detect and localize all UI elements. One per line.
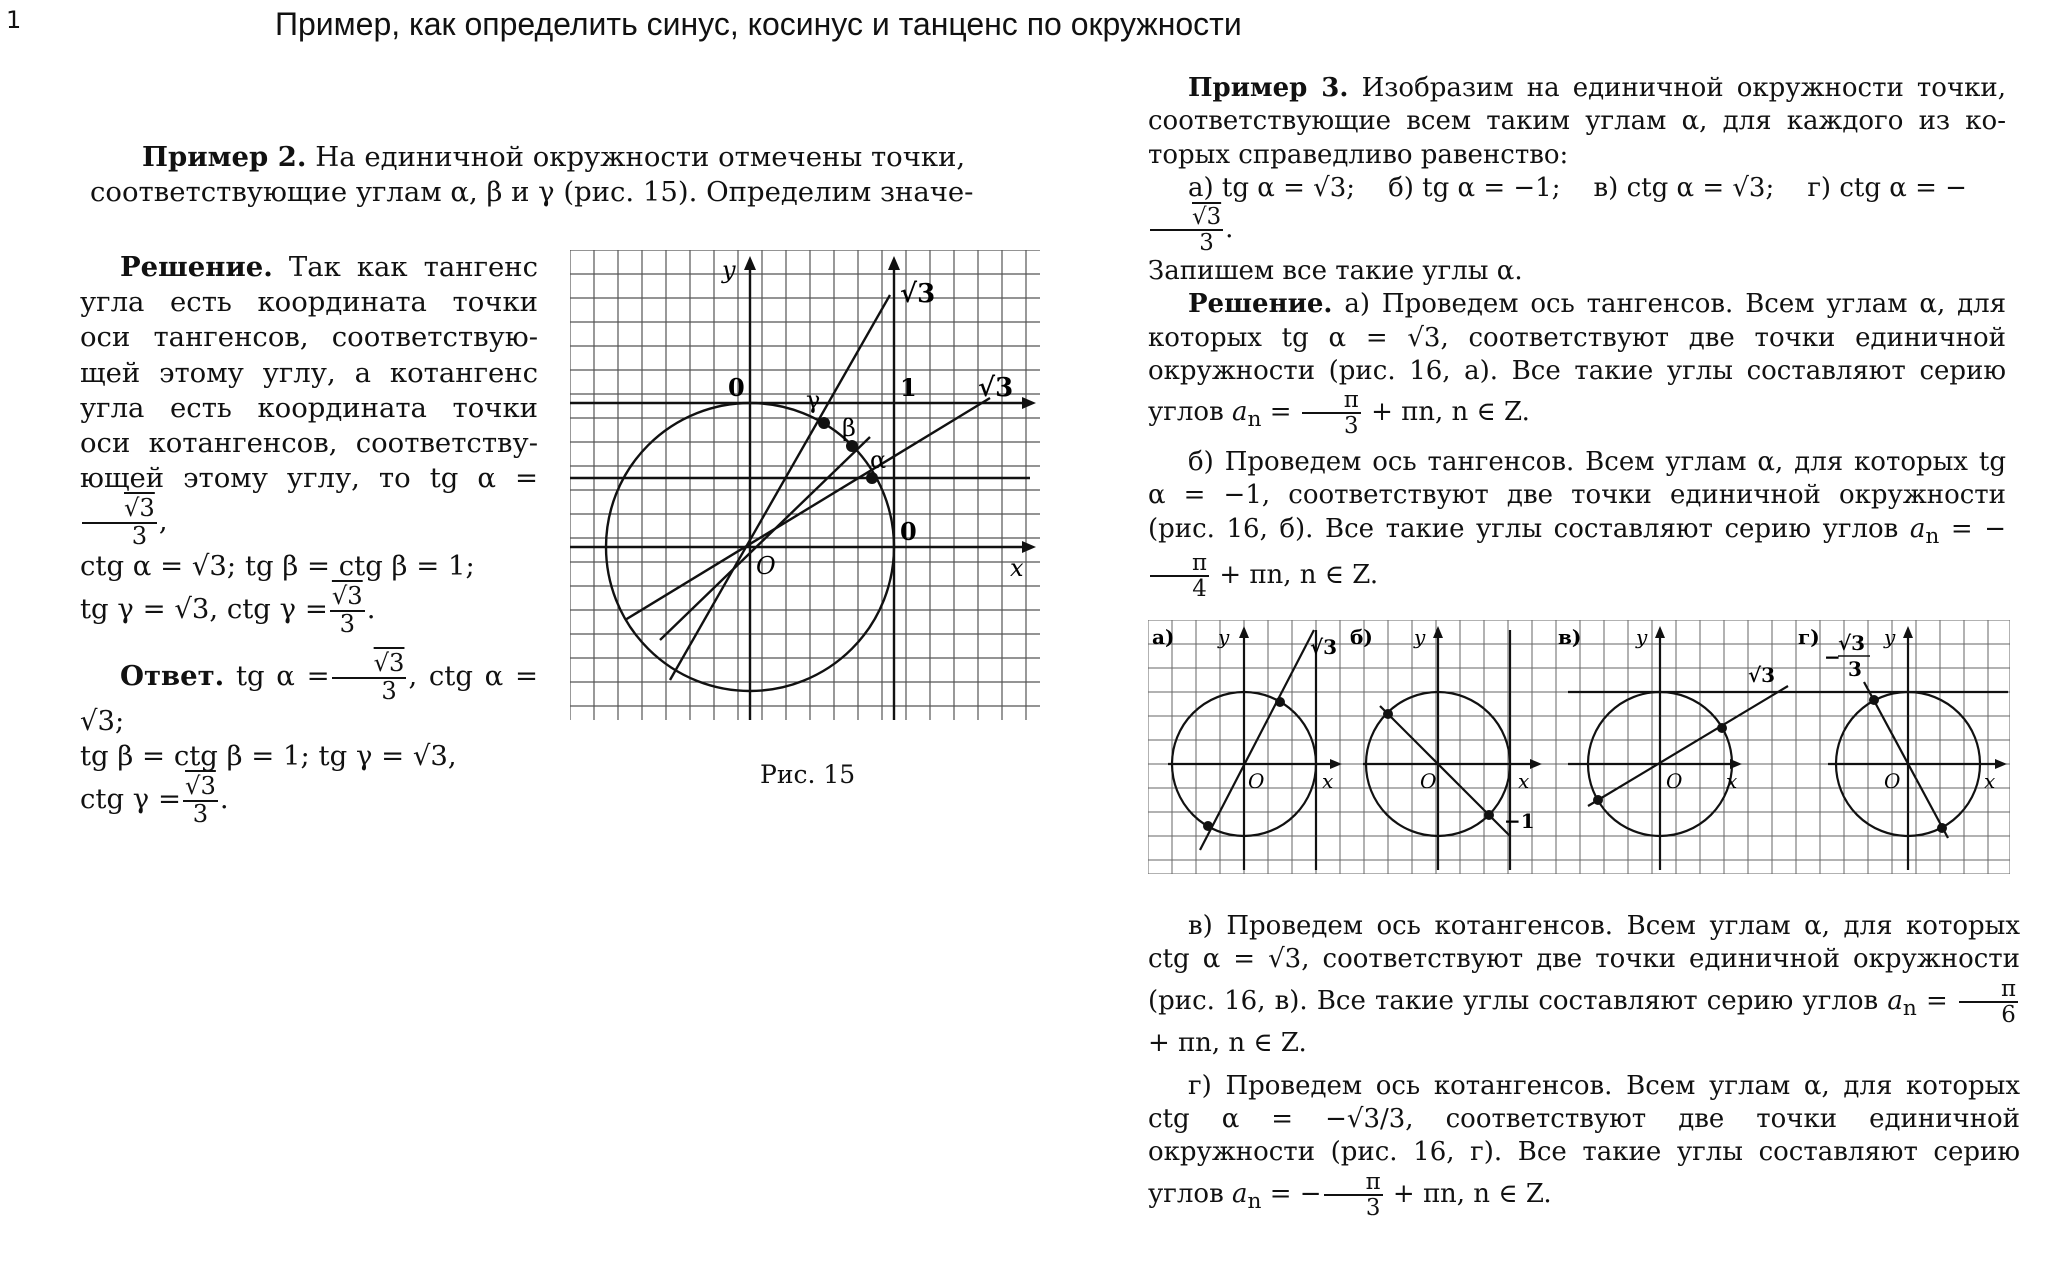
ctg-alpha-eq: ctg α = √3; tg β = ctg β = 1;: [80, 550, 475, 583]
example2-solution-label: Решение.: [120, 251, 273, 283]
label-b-x: x: [1518, 769, 1530, 793]
label-origin: O: [756, 552, 776, 580]
arrow-a-y-icon: [1239, 626, 1249, 638]
label-v-y: y: [1636, 625, 1648, 649]
point-a2: [1203, 821, 1213, 831]
label-g-axis-den: 3: [1848, 657, 1862, 681]
x-arrow-icon: [1022, 541, 1036, 553]
label-alpha: α: [870, 446, 887, 474]
example3-conditions: а) tg α = √3; б) tg α = −1; в) ctg α = √3; г) ctg α = − $\frac{√3}{3}$ .: [1148, 172, 2006, 255]
figure-15: [570, 250, 1040, 720]
label-fig16-v: в): [1558, 625, 1582, 649]
figure-15-caption: Рис. 15: [760, 760, 856, 789]
figure-16: [1148, 620, 2010, 874]
label-sqrt3-vertical: √3: [900, 279, 936, 309]
arrow-b-y-icon: [1433, 626, 1443, 638]
condition-g-fraction: $\frac{√3}{3}$: [1150, 205, 1223, 255]
answer-tg-alpha-fraction: $\frac{√3}{3}$: [332, 651, 407, 704]
label-v-x: x: [1726, 769, 1738, 793]
condition-b: б) tg α = −1;: [1388, 172, 1561, 203]
answer-ctg-gamma-fraction: $\frac{√3}{3}$: [185, 772, 216, 828]
cotangent-arrow-icon: [1022, 397, 1036, 409]
arrow-g-y-icon: [1903, 626, 1913, 638]
example3-write-all: Запишем все такие углы α.: [1148, 256, 1523, 287]
point-v1: [1717, 723, 1727, 733]
answer-label: Ответ.: [120, 660, 225, 693]
arrow-g-x-icon: [1995, 759, 2007, 769]
label-b-y: y: [1414, 625, 1426, 649]
label-g-x: x: [1984, 769, 1996, 793]
figure-15-grid: [570, 250, 1040, 720]
example2-solution-text: Так как тангенс угла есть координата точки оси тангенсов, соответствующей этому углу, а котангенс угла есть координата точки оси котангенсов, соответствующей этому углу, то: [80, 251, 538, 495]
part-g-text: г) Проведем ось котангенсов. Всем углам α, для которых ctg α = −√3/3, соответствуют две точки единичной окружности (рис. 16, г). Все такие углы составляют серию углов: [1148, 1070, 2020, 1209]
label-a-sqrt3: √3: [1310, 635, 1338, 659]
arrow-v-x-icon: [1730, 759, 1742, 769]
label-fig16-b: б): [1350, 625, 1373, 649]
condition-a: а) tg α = √3;: [1188, 172, 1356, 203]
label-zero-top: 0: [728, 373, 745, 402]
tg-gamma-eq: tg γ = √3, ctg γ = $\frac{√3}{3}$ .: [80, 582, 376, 638]
answer-line2: tg β = ctg β = 1; tg γ = √3,: [80, 740, 457, 773]
label-v-sqrt3: √3: [1748, 663, 1776, 687]
part-b-text: б) Проведем ось тангенсов. Всем углам α, для которых tg α = −1, соответствуют две точки единичной окружности (рис. 16, б). Все такие углы составляют серию углов: [1148, 447, 2006, 544]
point-b2: [1484, 810, 1494, 820]
point-g1: [1869, 695, 1879, 705]
part-a-series: a: [1232, 397, 1248, 428]
tg-alpha-eq: tg α =: [429, 462, 538, 495]
arrow-b-x-icon: [1530, 759, 1542, 769]
example2-intro: [90, 140, 1050, 210]
example2-intro-text: На единичной окружности отмечены точки, соответствующие углам α, β и γ (рис. 15). Определим значе-: [90, 141, 974, 209]
example3-continued: в) Проведем ось котангенсов. Всем углам α, для которых ctg α = √3, соответствуют две точки единичной окружности (рис. 16, в). Все такие углы составляют серию углов $a_n$ = $\frac{\pi}{6}$ + πn, n ∈ Z. г) Проведем ось котангенсов. Всем углам α, для которых ctg α = −√3/3, соответствуют две точки единичной окружности (рис. 16, г). Все такие углы составляют серию углов $a_n$ = − $\frac{\pi}{3}$ + πn, n ∈ Z.: [1148, 911, 2020, 1221]
condition-v: в) ctg α = √3;: [1593, 172, 1775, 203]
label-g-y: y: [1884, 625, 1896, 649]
point-gamma: [818, 417, 830, 429]
arrow-v-y-icon: [1655, 626, 1665, 638]
y-arrow-icon: [744, 256, 756, 270]
label-b-minus-one: −1: [1504, 809, 1535, 833]
label-x: x: [1010, 554, 1024, 582]
label-sqrt3-horizontal: √3: [978, 373, 1014, 403]
answer-ctg-gamma: ctg γ = $\frac{√3}{3}$ .: [80, 772, 229, 828]
ray-alpha: [625, 398, 990, 620]
label-b-origin: O: [1420, 769, 1437, 793]
example3-solution-label: Решение.: [1188, 289, 1333, 320]
example3-heading: Пример 3.: [1188, 73, 1349, 103]
label-a-y: y: [1218, 625, 1230, 649]
example2-heading: Пример 2.: [142, 141, 307, 173]
point-v2: [1593, 795, 1603, 805]
label-fig16-a: а): [1152, 625, 1175, 649]
page-title: Пример, как определить синус, косинус и танценс по окружности: [275, 6, 1242, 42]
point-g2: [1937, 823, 1947, 833]
part-v-fraction: $\frac{\pi}{6}$: [1959, 977, 2018, 1027]
example3-block: Пример 3. Изобразим на единичной окружности точки, соответствующие всем таким углам α, для каждого из которых справедливо равенство: а) tg α = √3; б) tg α = −1; в) ctg α = √3; г) ctg α = − $\frac{√3}{3}$ . Запишем все такие углы α. Решение. а) Проведем ось тангенсов. Всем углам α, для которых tg α = √3, соответствуют две точки единичной окружности (рис. 16, а). Все такие углы составляют серию углов $a_n$ = $\frac{\pi}{3}$ + πn, n ∈ Z. б) Проведем ось тангенсов. Всем углам α, для которых tg α = −1, соответствуют две точки единичной окружности (рис. 16, б). Все такие углы составляют серию углов $a_n$ = − $\frac{\pi}{4}$ + πn, n ∈ Z.: [1148, 73, 2007, 602]
page-number: 1: [6, 6, 22, 34]
answer-ctg-alpha: , ctg α = √3;: [80, 660, 538, 737]
example2-solution: Решение. Так как тангенс угла есть координата точки оси тангенсов, соответствующей этому углу, а котангенс угла есть координата точки оси котангенсов, соответствующей этому углу, то tg α = $\frac{√3}{3}$ , ctg α = √3; tg β = ctg β = 1; tg γ = √3, ctg γ = $\frac{√3}{3}$ . Ответ. tg α = $\frac{√3}{3}$ , ctg α = √3; tg β = ctg β = 1; tg γ = √3, ctg γ = $\frac{√3}{3}$ .: [80, 251, 538, 828]
condition-g: г) ctg α = −: [1807, 172, 1967, 203]
part-b-fraction: $\frac{\pi}{4}$: [1150, 551, 1209, 601]
part-a-fraction: $\frac{\pi}{3}$: [1302, 388, 1361, 438]
tangent-arrow-icon: [888, 256, 900, 270]
point-b1: [1383, 709, 1393, 719]
label-a-x: x: [1322, 769, 1334, 793]
figure-16-grid: [1148, 620, 2010, 874]
label-gamma: γ: [806, 386, 821, 414]
tg-alpha-fraction: $\frac{√3}{3}$: [82, 496, 157, 549]
ray-g: [1864, 682, 1948, 838]
part-g-fraction: $\frac{\pi}{3}$: [1324, 1170, 1383, 1220]
label-beta: β: [842, 414, 856, 442]
example3-intro: Изобразим на единичной окружности точки, соответствующие всем таким углам α, для каждого из которых справедливо равенство:: [1148, 73, 2006, 170]
point-a1: [1275, 697, 1285, 707]
label-one: 1: [900, 373, 917, 402]
label-g-axis-num: √3: [1838, 631, 1866, 655]
part-a-text: а) Проведем ось тангенсов. Всем углам α, для которых tg α = √3, соответствуют две точки единичной окружности (рис. 16, а). Все такие углы составляют серию углов: [1148, 289, 2007, 428]
part-v-text: в) Проведем ось котангенсов. Всем углам α, для которых ctg α = √3, соответствуют две точки единичной окружности (рис. 16, в). Все такие углы составляют серию углов: [1148, 911, 2020, 1016]
label-a-origin: O: [1248, 769, 1265, 793]
label-fig16-g: г): [1798, 625, 1820, 649]
label-g-minus: −: [1824, 645, 1841, 669]
label-zero-right: 0: [900, 517, 917, 546]
label-y: y: [722, 256, 736, 284]
ctg-gamma-fraction: $\frac{√3}{3}$: [331, 582, 363, 638]
label-v-origin: O: [1666, 769, 1683, 793]
label-g-origin: O: [1884, 769, 1901, 793]
answer-tg-alpha: tg α =: [235, 660, 330, 693]
ray-gamma: [670, 295, 890, 680]
